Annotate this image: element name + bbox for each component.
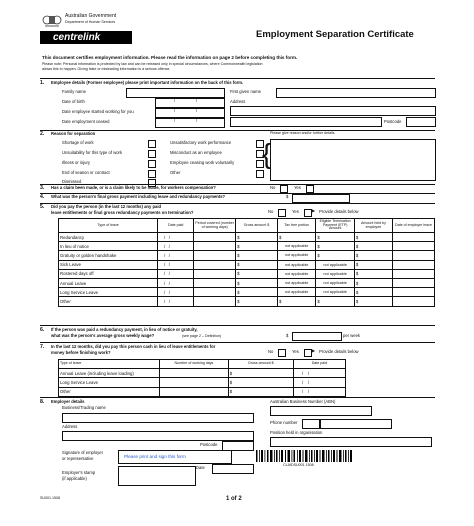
- table-row: [59, 378, 346, 387]
- s5-yes-checkbox[interactable]: [304, 209, 312, 217]
- table-row: [59, 251, 435, 260]
- reason-label: Dismissed: [62, 179, 82, 184]
- reason-label: Unsatisfactory work performance: [170, 140, 232, 145]
- started-label: Date employee started working for you: [62, 109, 134, 114]
- leave-date-cell[interactable]: [393, 297, 435, 306]
- address-field[interactable]: [230, 106, 436, 116]
- dob-label: Date of birth: [62, 99, 85, 104]
- dob-sep-2: /: [196, 98, 198, 103]
- postcode-label: Postcode: [384, 119, 402, 124]
- s2-number: 2.: [40, 131, 45, 137]
- position-label: Position held in organisation: [270, 430, 323, 435]
- signature-field[interactable]: [118, 450, 232, 464]
- barcode-text: CLAIDSU001 1508: [283, 463, 314, 467]
- s3-number: 3.: [40, 185, 45, 191]
- period-cell[interactable]: [194, 233, 236, 242]
- divider: [40, 325, 435, 326]
- leave-date-cell[interactable]: [393, 269, 435, 278]
- s3-yes-label: Yes: [294, 185, 301, 190]
- not-applicable-cell: not applicable: [277, 260, 315, 269]
- reason-label: Misconduct as an employee: [170, 150, 222, 155]
- column-header: Number of working days: [160, 360, 229, 369]
- s6-dollar: $: [286, 333, 289, 338]
- working-days-cell[interactable]: [160, 378, 229, 387]
- s6-question-1: If the person was paid a redundancy payment, in lieu of notice or gratuity,: [51, 327, 198, 332]
- intro-line-1: This document certifies employment information. Please read the information on page 2 before completing this form.: [42, 55, 298, 60]
- amount-held-cell[interactable]: $: [354, 251, 392, 260]
- started-sep-1: /: [174, 108, 176, 113]
- leave-date-cell[interactable]: [393, 251, 435, 260]
- business-name-label: Business/Trading name: [62, 405, 106, 410]
- s3-no-checkbox[interactable]: [280, 185, 288, 193]
- employer-address-field[interactable]: [62, 431, 254, 441]
- gross-amount-cell[interactable]: $: [236, 260, 278, 269]
- s6-number: 6.: [40, 327, 45, 333]
- ceased-label: Date employment ceased: [62, 119, 110, 124]
- reason-checkbox[interactable]: [148, 170, 156, 178]
- not-applicable-cell: not applicable: [277, 269, 315, 278]
- leave-date-cell[interactable]: [393, 233, 435, 242]
- s7-yes-checkbox[interactable]: [304, 349, 312, 357]
- not-applicable-cell: not applicable: [316, 278, 354, 287]
- table-row: [59, 278, 435, 287]
- column-header: Amount held by employee: [354, 219, 392, 233]
- date-paid-cell[interactable]: / /: [158, 242, 194, 251]
- table-row: [59, 387, 346, 396]
- reason-label: Shortage of work: [62, 140, 94, 145]
- s6-definition-ref: (see page 2 – Definition): [182, 334, 222, 338]
- s3-yes-checkbox[interactable]: [306, 185, 314, 193]
- gross-amount-cell[interactable]: $: [228, 378, 293, 387]
- leave-date-cell[interactable]: [393, 260, 435, 269]
- leave-type: Sick Leave: [59, 260, 158, 269]
- table-row: [59, 288, 435, 297]
- column-header: Date paid: [293, 360, 345, 369]
- not-applicable-cell: not applicable: [316, 288, 354, 297]
- signature-date-label: Date: [196, 465, 205, 470]
- centrelink-wordmark: centrelink: [53, 32, 101, 43]
- reason-checkbox[interactable]: [148, 160, 156, 168]
- family-name-label: Family name: [62, 89, 86, 94]
- bracket-icon: {: [262, 138, 272, 169]
- form-title: Employment Separation Certificate: [256, 29, 414, 40]
- amount-held-cell[interactable]: $: [354, 278, 392, 287]
- abn-label: Australian Business Number (ABN): [270, 399, 336, 404]
- s1-title: Employee details (Former employee) please print important information on the back of this form.: [51, 80, 244, 85]
- leave-date-cell[interactable]: [393, 242, 435, 251]
- date-paid-cell[interactable]: / /: [158, 288, 194, 297]
- s4-question: What was the person's final gross payment including leave and redundancy payments?: [51, 194, 226, 199]
- leave-type: Long Service Leave: [59, 378, 160, 387]
- gross-amount-cell[interactable]: $: [236, 288, 278, 297]
- table-row: [59, 369, 346, 378]
- period-cell[interactable]: [194, 278, 236, 287]
- divider: [40, 78, 435, 79]
- amount-held-cell[interactable]: $: [354, 242, 392, 251]
- s8-number: 8.: [40, 399, 45, 405]
- gross-amount-cell[interactable]: $: [236, 251, 278, 260]
- date-paid-cell[interactable]: / /: [293, 369, 345, 378]
- s1-number: 1.: [40, 80, 45, 86]
- final-gross-payment-field[interactable]: [292, 194, 350, 203]
- s5-no-label: No: [268, 209, 274, 214]
- gross-amount-cell[interactable]: $: [236, 233, 278, 242]
- started-date-field[interactable]: [155, 108, 225, 118]
- s7-number: 7.: [40, 344, 45, 350]
- reason-label: Employee ceasing work voluntarily: [170, 160, 235, 165]
- column-header: Eligible Termination Payment (ETP) Amount: [316, 219, 354, 233]
- divider: [40, 342, 435, 343]
- dob-sep-1: /: [174, 98, 176, 103]
- reason-checkbox[interactable]: [256, 170, 264, 178]
- address-label: Address: [230, 99, 246, 104]
- period-cell[interactable]: [194, 251, 236, 260]
- s7-no-checkbox[interactable]: [278, 349, 286, 357]
- not-applicable-cell: not applicable: [316, 269, 354, 278]
- column-header: Type of leave: [59, 219, 158, 233]
- dept-name: Department of Human Services: [65, 20, 116, 24]
- arrow-right-icon: ▶: [312, 208, 316, 213]
- s2-title: Reason for separation: [51, 131, 96, 136]
- period-cell[interactable]: [194, 297, 236, 306]
- date-paid-cell[interactable]: / /: [158, 233, 194, 242]
- column-header: Gross amount $: [228, 360, 293, 369]
- reason-label: Other: [170, 170, 181, 175]
- table-row: [59, 242, 435, 251]
- gross-amount-cell[interactable]: $: [236, 242, 278, 251]
- leave-type: Other: [59, 297, 158, 306]
- stamp-label: Employer's stamp: [62, 470, 96, 475]
- s5-no-checkbox[interactable]: [278, 209, 286, 217]
- coat-of-arms-icon: [41, 13, 63, 28]
- ceased-sep-1: /: [174, 118, 176, 123]
- barcode: [256, 450, 352, 462]
- leave-type: Redundancy: [59, 233, 158, 242]
- gov-name: Australian Government: [65, 13, 117, 19]
- s3-question: Has a claim been made, or is a claim likely to be made, for workers compensation?: [51, 185, 216, 190]
- position-field[interactable]: [270, 437, 432, 447]
- amount-held-cell[interactable]: $: [354, 288, 392, 297]
- postcode-label: Postcode: [200, 442, 218, 447]
- table-row: [59, 269, 435, 278]
- date-paid-cell[interactable]: / /: [158, 251, 194, 260]
- etp-cell[interactable]: $: [316, 251, 354, 260]
- reason-label: End of season or contract: [62, 170, 110, 175]
- ceased-sep-2: /: [196, 118, 198, 123]
- s8-title: Employer details: [51, 399, 85, 404]
- s4-number: 4.: [40, 194, 45, 200]
- phone-area-field[interactable]: [302, 419, 320, 429]
- leave-type: Gratuity or golden handshake: [59, 251, 158, 260]
- column-header: Period covered (number of working days): [194, 219, 236, 233]
- s3-no-label: No: [270, 185, 276, 190]
- date-paid-cell[interactable]: / /: [158, 260, 194, 269]
- s7-question-2: money before finishing work?: [51, 350, 111, 355]
- date-paid-cell[interactable]: / /: [158, 269, 194, 278]
- column-header: Date of employer leave: [393, 219, 435, 233]
- arrow-right-icon: ▶: [312, 348, 316, 353]
- column-header: Date paid: [158, 219, 194, 233]
- s5-question-1: Did you pay the person (in the last 12 months) any paid: [51, 204, 162, 209]
- signature-date-field[interactable]: [212, 464, 254, 474]
- family-name-field[interactable]: [126, 88, 225, 98]
- signature-or-rep: or representative: [62, 456, 94, 461]
- reason-label: Unsuitability for this type of work: [62, 150, 123, 155]
- phone-label: Phone number: [270, 420, 298, 425]
- cash-in-lieu-table: [58, 359, 346, 397]
- s7-question-1: In the last 12 months, did you pay this person cash in lieu of leave entitlements for: [51, 344, 216, 349]
- amount-held-cell[interactable]: $: [354, 233, 392, 242]
- table-row: [59, 297, 435, 306]
- date-paid-cell[interactable]: / /: [158, 297, 194, 306]
- gross-amount-cell[interactable]: $: [236, 278, 278, 287]
- column-header: Type of leave: [59, 360, 160, 369]
- column-header: Gross amount $: [236, 219, 278, 233]
- s5-yes-label: Yes: [292, 209, 299, 214]
- stamp-field[interactable]: [118, 466, 196, 486]
- gross-amount-cell[interactable]: $: [228, 369, 293, 378]
- gross-amount-cell[interactable]: $: [228, 387, 293, 396]
- ceased-date-field[interactable]: [155, 118, 225, 128]
- s5-number: 5.: [40, 204, 45, 210]
- first-given-name-field[interactable]: [276, 88, 436, 98]
- dob-field[interactable]: [155, 98, 225, 108]
- reason-details-field[interactable]: [270, 139, 436, 181]
- column-header: Tax free portion: [277, 219, 315, 233]
- not-applicable-cell: not applicable: [316, 260, 354, 269]
- period-cell[interactable]: [194, 269, 236, 278]
- tax-free-cell[interactable]: $: [277, 297, 315, 306]
- s6-question-2: what was the person's average gross weekly wage?: [51, 333, 155, 338]
- date-paid-cell[interactable]: / /: [293, 378, 345, 387]
- table-row: [59, 233, 435, 242]
- first-given-name-label: First given name: [230, 89, 261, 94]
- period-cell[interactable]: [194, 288, 236, 297]
- business-name-field[interactable]: [62, 413, 254, 423]
- not-applicable-cell: not applicable: [277, 251, 315, 260]
- leave-type: Annual Leave: [59, 278, 158, 287]
- s2-hint: Please give reason and/or further details: [270, 131, 335, 135]
- gross-amount-cell[interactable]: $: [236, 269, 278, 278]
- working-days-cell[interactable]: [160, 369, 229, 378]
- s7-no-label: No: [268, 349, 274, 354]
- reason-checkbox[interactable]: [148, 140, 156, 148]
- phone-number-field[interactable]: [320, 419, 392, 429]
- s7-provide-details: Provide details below: [319, 349, 359, 354]
- etp-cell[interactable]: $: [316, 233, 354, 242]
- table-row: [59, 260, 435, 269]
- leave-type: Annual Leave (including leave loading): [59, 369, 160, 378]
- divider: [40, 397, 435, 398]
- amount-held-cell[interactable]: $: [354, 260, 392, 269]
- s4-dollar: $: [286, 194, 289, 199]
- leave-payments-table: [58, 218, 435, 307]
- tax-free-cell[interactable]: $: [277, 233, 315, 242]
- reason-checkbox[interactable]: [148, 150, 156, 158]
- started-sep-2: /: [196, 108, 198, 113]
- signature-label: Signature of employer: [62, 450, 103, 455]
- intro-line-3: allows this to happen. Giving false or misleading information is a serious offence.: [42, 67, 171, 71]
- postcode-field[interactable]: [406, 117, 436, 127]
- leave-type: Long Service Leave: [59, 288, 158, 297]
- date-paid-cell[interactable]: / /: [158, 278, 194, 287]
- per-week-label: per week: [343, 333, 360, 338]
- leave-type: In lieu of notice: [59, 242, 158, 251]
- form-code: SU001.1508: [40, 496, 60, 500]
- divider: [40, 130, 435, 131]
- period-cell[interactable]: [194, 242, 236, 251]
- period-cell[interactable]: [194, 260, 236, 269]
- sign-hint: Please print and sign this form: [124, 454, 186, 459]
- address-line-2-field[interactable]: [230, 117, 382, 127]
- s5-question-2: leave entitlements or final gross redundancy payments on termination?: [51, 210, 194, 215]
- abn-field[interactable]: [270, 406, 372, 416]
- address-label: Address: [62, 424, 78, 429]
- not-applicable-cell: not applicable: [277, 278, 315, 287]
- reason-label: Illness or injury: [62, 160, 90, 165]
- leave-type: Other: [59, 387, 160, 396]
- leave-date-cell[interactable]: [393, 288, 435, 297]
- not-applicable-cell: not applicable: [277, 288, 315, 297]
- intro-line-2: Please note: Personal information is protected by law and can be released only in special circumstances, where Commonwealth legislation: [42, 62, 263, 66]
- stamp-sub-label: (if applicable): [62, 476, 87, 481]
- date-paid-cell[interactable]: / /: [293, 387, 345, 396]
- leave-type: Rostered days off: [59, 269, 158, 278]
- etp-cell[interactable]: $: [316, 242, 354, 251]
- amount-held-cell[interactable]: $: [354, 269, 392, 278]
- s5-provide-details: Provide details below: [319, 209, 359, 214]
- centrelink-logo: [40, 31, 132, 44]
- page-number: 1 of 2: [226, 496, 242, 502]
- etp-cell[interactable]: $: [316, 297, 354, 306]
- not-applicable-cell: not applicable: [277, 242, 315, 251]
- weekly-wage-field[interactable]: [292, 332, 342, 341]
- working-days-cell[interactable]: [160, 387, 229, 396]
- leave-date-cell[interactable]: [393, 278, 435, 287]
- gross-amount-cell[interactable]: $: [236, 297, 278, 306]
- amount-held-cell[interactable]: $: [354, 297, 392, 306]
- s7-yes-label: Yes: [292, 349, 299, 354]
